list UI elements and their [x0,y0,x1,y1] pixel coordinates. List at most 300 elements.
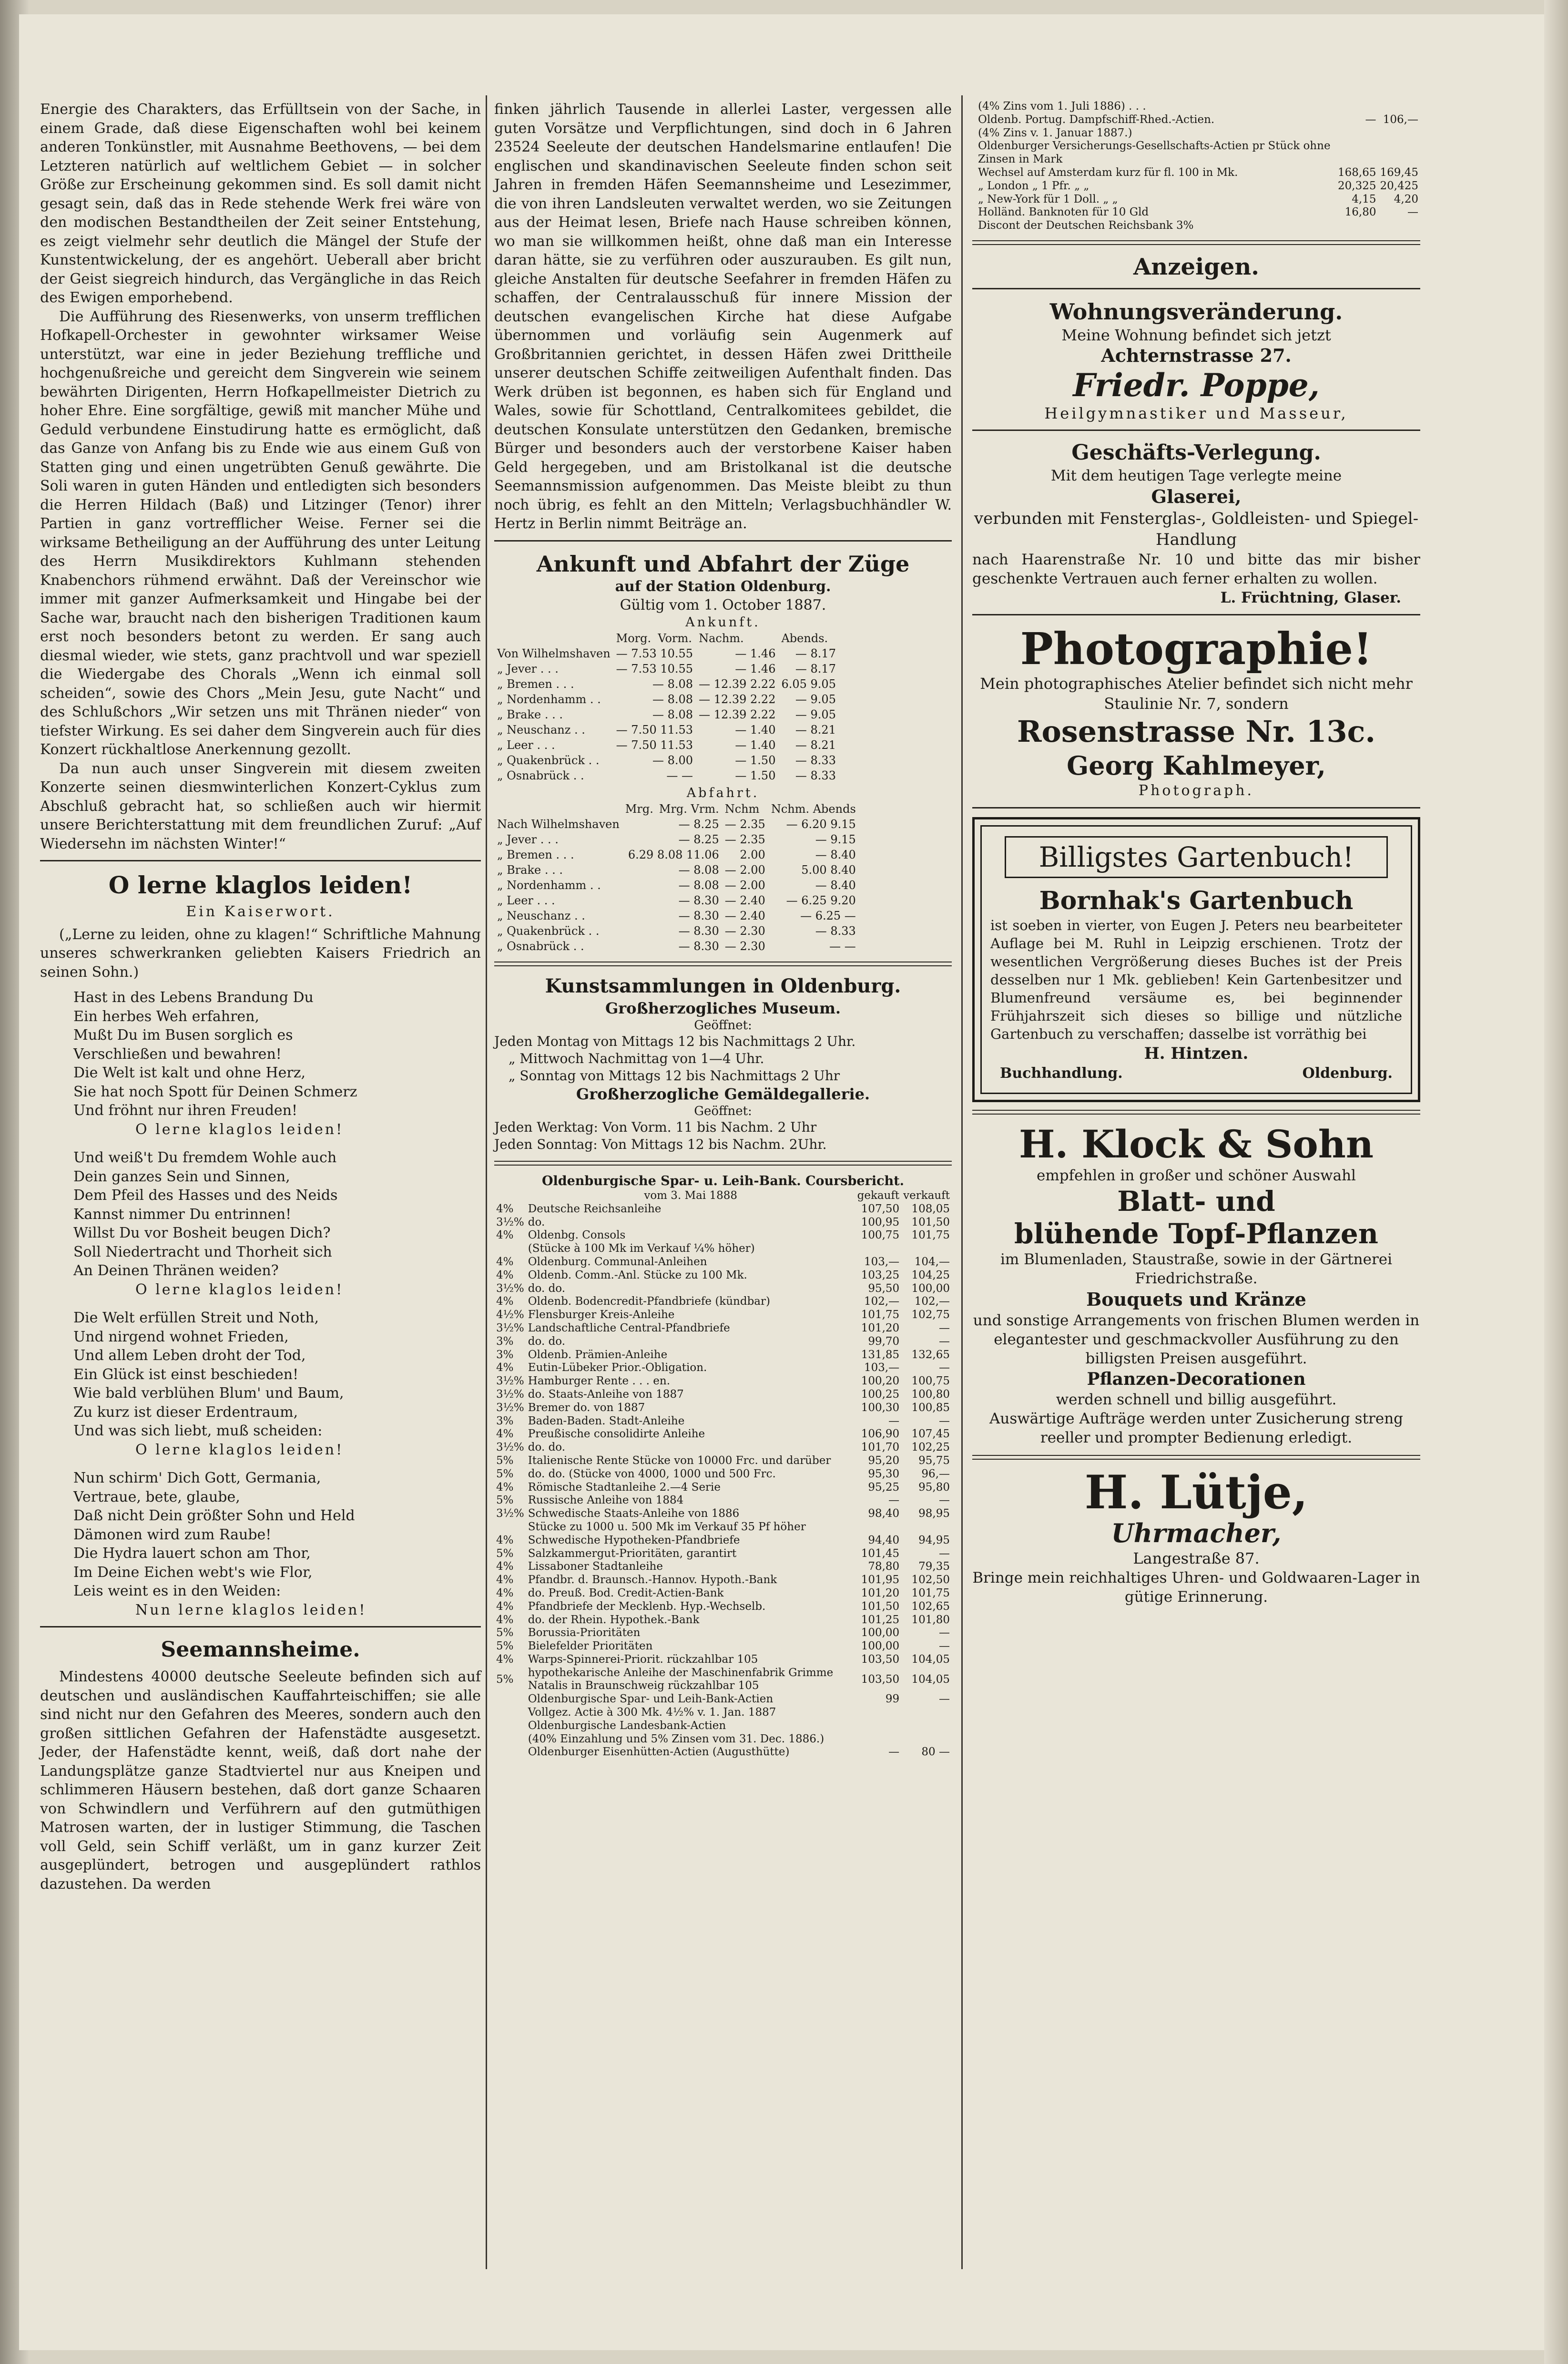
ad-text: werden schnell und billig ausgeführt. [1056,1391,1337,1408]
table-cell: do. do. [528,1335,566,1348]
divider [972,1110,1420,1115]
poem-line: Und fröhnt nur ihren Freuden! [73,1102,298,1119]
table-row [494,847,859,862]
table-cell: „ New-York für 1 Doll. „ „ [978,193,1118,205]
table-cell: do. do. [528,1441,566,1454]
ad-signature: H. Hintzen. [1144,1044,1249,1063]
ad-address: Rosenstrasse Nr. 13c. [1017,714,1375,749]
divider [494,1161,952,1166]
table-cell: 100,85 [911,1401,950,1414]
ad-title: Photographie! [1020,623,1373,675]
table-cell: 5% [496,1467,514,1480]
table-cell: 98,40 [868,1507,900,1520]
table-row [494,676,839,692]
table-cell: 102,— [864,1295,900,1308]
table-cell [855,1242,902,1256]
table-row [494,1216,952,1229]
table-cell: — 1.40 [735,723,776,737]
table-cell: 102,— [914,1295,950,1308]
table-cell: Salzkammergut-Prioritäten, garantirt [528,1547,737,1560]
table-cell: — 8.25 [678,833,719,846]
table-cell: 108,05 [911,1202,950,1215]
table-cell: 101,25 [861,1613,900,1626]
table-row [494,707,839,722]
ad-wohnung [972,298,1420,423]
table-row [494,1242,952,1256]
table-cell: (4% Zins v. 1. Januar 1887.) [978,126,1132,139]
table-cell: 101,20 [861,1321,900,1334]
table-cell: „ Leer . . . [497,738,555,752]
table-cell: — [888,1494,900,1507]
table-cell: — 8.30 [678,909,719,922]
table-cell: Baden-Baden. Stadt-Anleihe [528,1414,685,1427]
table-cell: — 2.40 [724,909,765,922]
table-cell: 100,75 [861,1229,900,1242]
poem-line: Wie bald verblühen Blum' und Baum, [73,1385,344,1402]
table-row [494,1309,952,1322]
table-cell: 2.00 [740,848,765,861]
ad-text: Oldenburg. [1302,1064,1393,1082]
table-cell: — 1.50 [735,769,776,782]
opening-line: Jeden Montag von Mittags 12 bis Nachmittags 2 Uhr. [494,1034,856,1049]
ad-banner: Billigstes Gartenbuch! [1005,836,1388,878]
table-cell: 3½% [496,1282,524,1295]
exchange-report-title: Oldenburgische Spar- u. Leih-Bank. Coursbericht. [541,1174,905,1188]
table-cell: 6.05 9.05 [781,677,836,691]
table-cell: 3½% [496,1321,524,1334]
column-2 [494,100,952,1759]
table-row [494,1534,952,1547]
table-cell: — 9.05 [795,693,836,706]
divider [972,1455,1420,1460]
arrival-table [494,631,839,783]
divider [40,860,481,861]
table-cell: „ Jever . . . [497,833,559,846]
table-header: Nchm. Abends [771,802,856,816]
table-cell [1378,219,1420,233]
table-cell: do. do. (Stücke von 4000, 1000 und 500 Frc. [528,1467,776,1480]
poem-line: Kannst nimmer Du entrinnen! [73,1206,292,1223]
ad-text: Auswärtige Aufträge werden unter Zusicherung streng reeller und prompter Bedienung erledigt. [989,1410,1404,1446]
table-row [494,722,839,737]
table-cell: „ Leer . . . [497,894,555,907]
table-cell: „ Nordenhamm . . [497,693,601,706]
table-cell: „ Neuschanz . . [497,909,585,922]
poem-line: Nun schirm' Dich Gott, Germania, [73,1470,321,1486]
table-cell: „ London „ 1 Pfr. „ „ [978,179,1089,192]
table-cell: 4% [496,1560,514,1573]
article-paragraph: Da nun auch unser Singverein mit diesem zweiten Konzerte seinen diesmwinterlichen Konzert-Cyklus zum Abschluß gebracht hat, so schließen auch wir hiermit unsere Berichterstattung mit dem freundlichen Zuruf: „Auf Wiedersehn im nächsten Winter!“ [40,760,481,852]
table-cell [1336,100,1378,113]
table-cell: 78,80 [868,1560,900,1573]
table-cell: 101,20 [861,1586,900,1599]
ad-text: Glaserei, [1151,485,1242,507]
table-cell [1336,127,1378,140]
table-cell: Stücke zu 1000 u. 500 Mk im Verkauf 35 Pf höher [528,1520,806,1533]
table-cell: — 7.53 10.55 [616,662,693,675]
table-cell: „ Jever . . . [497,662,559,675]
poem-stanza [40,1309,481,1459]
poem-line: Und weiß't Du fremdem Wohle auch [73,1149,337,1166]
table-cell: — 8.33 [795,769,836,782]
table-row [972,127,1420,140]
table-header [494,801,622,817]
article-paragraph: Die Aufführung des Riesenwerks, von unserm trefflichen Hofkapell-Orchester in gewohnter wirksamer Weise unterstützt, war eine in jeder Beziehung treffliche und hochgenußreiche und gereicht dem Singverein wie seinem bewährten Dirigenten, Herrn Hofkapellmeister Dietrich zu hoher Ehre. Eine sorgfältige, gewiß mit mancher Mühe und Geduld verbundene Einstudirung hatte es ermöglicht, daß das Ganze von Anfang bis zu Ende wie aus einem Guß von Statten ging und einen ungetrübten Genuß gewährte. Die Soli waren in guten Händen und entledigten sich besonders die Herren Hildach (Baß) und Litzinger (Tenor) ihrer Partien in ganz vortrefflicher Weise. Ferner sei die wirksame Betheiligung an der Aufführung des unter Leitung des Herrn Musikdirektors Kuhlmann stehenden Knabenchors rühmend erwähnt. Daß der Vereinschor wie immer mit ganzer Aufmerksamkeit und Hingabe bei der Sache war, braucht nach den bisherigen Traditionen kaum erst noch besonders betont zu werden. Er sang auch diesmal wieder, wie stets, ganz prachtvoll und war speziell die Wiedergabe des Chorals „Wenn ich einmal soll scheiden“, sowie des Chors „Mein Jesu, gute Nacht“ und des Schlußchors „Wir setzen uns mit Thränen nieder“ von tiefster Wirkung. Es sei daher dem Singverein auch für dies Konzert rückhaltlose Anerkennung gezollt. [40,308,481,758]
table-row [972,166,1420,180]
divider [972,614,1420,615]
table-cell [972,166,976,180]
article-paragraph: finken jährlich Tausende in allerlei Laster, vergessen alle guten Vorsätze und Verpflichtungen, sind doch in 6 Jahren 23524 Seeleute der deutschen Handelsmarine entlaufen! Die englischen und skandinavischen Seeleute finden schon seit Jahren in fremden Häfen Seemannsheime und Lesezimmer, die von ihren Landsleuten verwaltet werden, wo sie Zeitungen aus der Heimat lesen, Briefe nach Hause schreiben können, wo man sie willkommen heißt, ohne daß man ein Interesse daran hätte, sie zu verführen oder auszurauben. Es gilt nun, gleiche Anstalten für deutsche Seefahrer in fremden Häfen zu schaffen, der Centralausschuß für innere Mission der deutschen evangelischen Kirche hat diese Aufgabe übernommen und vorläufig sein Augenmerk auf Großbritannien gerichtet, in dessen Häfen zwei Drittheile unserer deutschen Schiffe zeitweiligen Aufenthalt finden. Das Werk drüben ist begonnen, es haben sich für England und Wales, sowie für Schottland, Centralkomitees gebildet, die deutschen Konsulate unterstützen den Gedanken, bremische Bürger und besonders auch der verstorbene Kaiser haben Geld hergegeben, und am Bristolkanal ist die deutsche Seemannsmission aufgenommen. Das Meiste bleibt zu thun noch übrig, es fehlt an den Mitteln; Verlagsbuchhändler W. Hertz in Berlin nimmt Beiträge an. [494,101,952,532]
table-cell: Warps-Spinnerei-Priorit. rückzahlbar 105 [528,1653,758,1666]
article-paragraph: Mindestens 40000 deutsche Seeleute befinden sich auf deutschen und ausländischen Kauffahrteischiffen; sie alle sind nicht nur den Gefahren des Meeres, sondern auch den großen sittlichen Gefahren der Hafenstädte ausgesetzt. Jeder, der Hafenstädte kennt, weiß, daß dort nahe der Landungsplätze ganze Stadtviertel nur aus Kneipen und schlimmeren Häusern bestehen, daß dort ganze Schaaren von Schwindlern und Verführern auf den gutmüthigen Matrosen warten, der in lustiger Stimmung, die Taschen voll Geld, sein Schiff verläßt, um in ganz kurzer Zeit ausgeplündert, betrogen und ausgeplündert rathlos dazustehen. Da werden [40,1668,481,1893]
table-cell: — 2.30 [724,924,765,938]
table-cell [494,1521,526,1534]
poem-line: Dem Pfeil des Hasses und des Neids [73,1187,338,1204]
opening-line: „ Sonntag von Mittags 12 bis Nachmittags 2 Uhr [509,1068,840,1084]
table-cell: Russische Anleihe von 1884 [528,1494,684,1507]
table-cell: 4% [496,1481,514,1494]
table-cell [1336,219,1378,233]
table-cell: — [939,1321,950,1334]
ad-signature: L. Früchtning, Glaser. [1220,589,1401,606]
table-cell: — 8.08 [652,708,693,721]
table-cell: — 12.39 2.22 [699,708,776,721]
table-cell: 4,20 [1394,193,1418,205]
table-cell: — 8.21 [795,738,836,752]
table-row [494,1733,952,1746]
table-row [494,1361,952,1375]
table-row [972,193,1420,206]
table-cell: Römische Stadtanleihe 2.—4 Serie [528,1481,721,1494]
table-cell: — 12.39 2.22 [699,693,776,706]
timetable-valid: Gültig vom 1. October 1887. [620,596,826,614]
table-cell: 4% [496,1574,514,1586]
table-row [494,1693,952,1706]
table-cell: 3½% [496,1441,524,1454]
table-cell: 95,30 [868,1467,900,1480]
table-cell: 101,75 [861,1309,900,1321]
table-cell: 102,25 [911,1441,950,1454]
table-cell: — — [829,940,856,953]
table-cell: do. do. [528,1282,566,1295]
table-cell: — 8.00 [652,754,693,767]
table-header [494,631,613,646]
table-cell [494,1733,526,1746]
table-cell: Oldenb. Portug. Dampfschiff-Rhed.-Actien. [978,113,1215,126]
table-cell [855,1521,902,1534]
table-cell: — 8.30 [678,924,719,938]
table-cell [972,113,976,127]
table-cell: 95,20 [868,1454,900,1467]
table-cell: 4% [496,1600,514,1613]
table-row [494,1614,952,1627]
ad-text: ist soeben in vierter, von Eugen J. Peters neu bearbeiteter Auflage bei M. Ruhl in Leipzig erschienen. Trotz der wesentlichen Vergrößerung dieses Buches ist der Preis desselben nur 1 Mk. geblieben! Kein Gartenbesitzer und Blumenfreund versäume es, bei beginnender Frühjahrszeit sich dieses so billige und nützliche Gartenbuch zu verschaffen; dasselbe ist vorräthig bei [990,917,1402,1042]
table-cell: „ Brake . . . [497,863,563,877]
table-cell: 4½% [496,1309,524,1321]
ad-text: Pflanzen-Decorationen [1087,1369,1306,1389]
opening-label: Geöffnet: [694,1104,752,1118]
museum-title: Großherzogliches Museum. [605,999,841,1017]
table-row [494,1229,952,1242]
ad-address: Achternstrasse 27. [1101,344,1292,366]
table-cell: 4% [496,1653,514,1666]
table-cell: 5% [496,1494,514,1507]
table-cell: 96,— [921,1467,950,1480]
table-row [494,768,839,783]
table-cell: Borussia-Prioritäten [528,1627,641,1639]
table-cell: Italienische Rente Stücke von 10000 Frc. und darüber [528,1454,831,1467]
table-row [494,753,839,768]
divider [40,1626,481,1627]
ads-heading: Anzeigen. [1133,253,1259,280]
departure-label: Abfahrt. [686,786,760,800]
table-row [494,1335,952,1349]
table-header-row [494,801,859,817]
table-cell: 101,70 [861,1441,900,1454]
table-cell: 4% [496,1295,514,1308]
table-cell: (4% Zins vom 1. Juli 1886) . . . [978,100,1146,113]
table-cell: — 2.00 [724,879,765,892]
table-cell: 4% [496,1229,514,1242]
table-cell: „ Neuschanz . . [497,723,585,737]
table-row [494,939,859,954]
table-cell: Bielefelder Prioritäten [528,1640,653,1653]
opening-line: Jeden Sonntag: Von Mittags 12 bis Nachm. 2Uhr. [494,1136,827,1152]
table-cell: — 7.50 11.53 [616,738,693,752]
table-cell: 4% [496,1269,514,1281]
table-row [494,1521,952,1534]
table-cell: 100,00 [861,1627,900,1639]
table-cell [972,219,976,233]
report-date: vom 3. Mai 1888 [644,1189,738,1202]
timetable-subtitle: auf der Station Oldenburg. [615,578,831,595]
table-cell: „ Bremen . . . [497,848,574,861]
table-row [494,1256,952,1269]
table-cell: 103,50 [861,1673,900,1686]
table-cell: 106,90 [861,1428,900,1441]
table-cell: — 2.40 [724,894,765,907]
table-cell: Oldenburger Eisenhütten-Actien (Augusthütte) [528,1746,790,1759]
table-cell: Oldenb. Comm.-Anl. Stücke zu 100 Mk. [528,1269,747,1281]
table-cell [855,1733,902,1746]
table-cell: 3½% [496,1401,524,1414]
table-cell: 132,65 [911,1348,950,1361]
table-cell: do. Staats-Anleihe von 1887 [528,1388,684,1401]
table-cell: — 8.33 [815,924,856,938]
poem-line: Ein Glück ist einst beschieden! [73,1366,299,1383]
table-cell: 3% [496,1348,514,1361]
ad-address: Langestraße 87. [1133,1549,1260,1567]
table-cell [855,1719,902,1733]
table-row [494,878,859,893]
table-cell: 99,70 [868,1335,900,1348]
table-cell: — 8.08 [652,677,693,691]
table-row [494,1547,952,1561]
table-cell: Pfandbriefe der Mecklenb. Hyp.-Wechselb. [528,1600,766,1613]
table-cell: — 9.15 [815,833,856,846]
table-row [972,140,1420,166]
table-row [494,1468,952,1481]
table-cell: 100,75 [911,1375,950,1388]
poem-intro: („Lerne zu leiden, ohne zu klagen!“ Schriftliche Mahnung unseres schwerkranken geliebten Kaisers Friedrich an seinen Sohn.) [40,926,481,981]
table-cell: — [939,1547,950,1560]
table-cell: 104,05 [911,1653,950,1666]
table-cell: — [939,1414,950,1427]
table-cell [901,1242,952,1256]
table-cell: — — [666,769,693,782]
table-cell: — 8.08 [678,879,719,892]
table-cell: 102,65 [911,1600,950,1613]
table-cell [901,1706,952,1719]
table-header-row [494,631,839,646]
table-cell: 5% [496,1454,514,1467]
table-cell [901,1719,952,1733]
table-cell [972,206,976,219]
table-cell: Oldenburg. Communal-Anleihen [528,1255,707,1268]
table-cell: Eutin-Lübeker Prior.-Obligation. [528,1361,707,1374]
table-cell: 4,15 [1352,193,1376,205]
table-row [494,1203,952,1216]
table-cell: „ Brake . . . [497,708,563,721]
ad-title: H. Klock & Sohn [1018,1121,1374,1167]
table-cell: — 8.30 [678,940,719,953]
table-cell: 102,50 [911,1574,950,1586]
table-cell: 5% [496,1673,514,1686]
table-row [494,1481,952,1494]
table-cell: 3% [496,1414,514,1427]
table-row [494,1587,952,1600]
ad-text: Mit dem heutigen Tage verlegte meine [1050,467,1342,484]
table-cell: Discont der Deutschen Reichsbank 3% [978,219,1194,232]
table-row [494,1388,952,1402]
table-cell: 20,325 [1338,179,1376,192]
column-rule-2 [961,95,963,2269]
divider [972,288,1420,289]
table-cell: 101,50 [911,1216,950,1228]
poem-line: Die Welt erfüllen Streit und Noth, [73,1310,319,1326]
poem-line: An Deinen Thränen weiden? [73,1262,279,1279]
table-cell: 16,80 [1344,206,1376,219]
table-row [494,737,839,753]
table-header: verkauft [903,1189,950,1202]
ad-text: Mein photographisches Atelier befindet sich nicht mehr Staulinie Nr. 7, sondern [980,674,1413,713]
ad-text: Heilgymnastiker und Masseur, [1044,404,1348,422]
table-cell: 103,— [864,1255,900,1268]
table-cell: Hamburger Rente . . . en. [528,1375,671,1388]
table-cell: — 8.17 [795,662,836,675]
table-cell: Bremer do. von 1887 [528,1401,645,1414]
ad-name: Georg Kahlmeyer, [1067,750,1326,781]
museum-section-title: Kunstsammlungen in Oldenburg. [545,975,901,997]
table-row [494,1600,952,1614]
table-cell: — 7.53 10.55 [616,647,693,660]
table-cell: „ Quakenbrück . . [497,754,600,767]
table-row [494,1627,952,1640]
table-cell: do. der Rhein. Hypothek.-Bank [528,1613,700,1626]
table-row [972,180,1420,193]
table-cell: — 6.20 9.15 [786,818,856,831]
ad-luetje [972,1467,1420,1607]
ad-text: Bouquets und Kränze [1086,1288,1306,1310]
table-cell: — [939,1693,950,1706]
table-cell: 103,25 [861,1269,900,1281]
table-cell: — 1.50 [735,754,776,767]
exchange-table [494,1189,952,1759]
table-cell: 101,75 [911,1586,950,1599]
table-cell: 103,— [864,1361,900,1374]
table-row [494,1349,952,1362]
table-header: Abends. [781,632,828,645]
table-row [494,1402,952,1415]
table-cell: 95,50 [868,1282,900,1295]
table-cell: (40% Einzahlung und 5% Zinsen vom 31. Dec. 1886.) [528,1732,825,1745]
table-cell: — [939,1335,950,1348]
table-cell: — 2.35 [724,833,765,846]
table-row [494,923,859,939]
table-cell: 107,45 [911,1428,950,1441]
table-cell: — 8.30 [678,894,719,907]
ad-text: Meine Wohnung befindet sich jetzt [1061,326,1331,344]
exchange-rows [494,1203,952,1759]
table-cell: Flensburger Kreis-Anleihe [528,1309,675,1321]
table-cell: Oldenb. Prämien-Anleihe [528,1348,668,1361]
table-cell: 79,35 [918,1560,950,1573]
table-cell: — 2.30 [724,940,765,953]
ad-text: blühende Topf-Pflanzen [1014,1217,1378,1250]
table-cell: hypothekarische Anleihe der Maschinenfabrik Grimme Natalis in Braunschweig rückzahlbar 105 [528,1666,834,1692]
table-cell [1378,127,1420,140]
poem-line: Daß nicht Dein größter Sohn und Held [73,1507,355,1524]
table-cell [494,1719,526,1733]
poem-stanza [40,1469,481,1619]
table-cell: 4% [496,1586,514,1599]
table-cell: Wechsel auf Amsterdam kurz für fl. 100 in Mk. [978,166,1238,179]
table-header: Mrg. [625,802,653,816]
ad-geschaeft [972,440,1420,607]
table-cell: — 2.35 [724,818,765,831]
ad-text: empfehlen in großer und schöner Auswahl [1037,1167,1356,1184]
table-header-row [494,1189,952,1203]
poem-line: Willst Du vor Bosheit beugen Dich? [73,1225,331,1241]
table-cell: — 1.46 [735,662,776,675]
table-cell: 100,25 [861,1388,900,1401]
table-row [494,1653,952,1667]
table-cell: — 8.17 [795,647,836,660]
poem-stanza [40,1148,481,1299]
table-cell: 3½% [496,1216,524,1228]
table-cell: — [939,1640,950,1653]
table-cell: 4% [496,1202,514,1215]
table-cell [972,127,976,140]
table-cell: Oldenburgische Landesbank-Actien [528,1719,726,1732]
poem-line: Die Hydra lauert schon am Thor, [73,1545,311,1562]
gallery-title: Großherzogliche Gemäldegallerie. [576,1085,870,1103]
table-cell: 102,75 [911,1309,950,1321]
table-cell: 3½% [496,1388,524,1401]
table-cell: Landschaftliche Central-Pfandbriefe [528,1321,730,1334]
table-cell: 168,65 [1338,166,1376,179]
divider [494,962,952,966]
table-row [494,1375,952,1388]
table-cell [494,1706,526,1719]
table-cell: Schwedische Hypotheken-Pfandbriefe [528,1534,740,1546]
table-cell: 103,50 [861,1653,900,1666]
table-cell: — [939,1627,950,1639]
table-cell: 104,25 [911,1269,950,1281]
table-cell: 3% [496,1335,514,1348]
table-cell: Oldenb. Bodencredit-Pfandbriefe (kündbar) [528,1295,770,1308]
table-cell: 100,80 [911,1388,950,1401]
